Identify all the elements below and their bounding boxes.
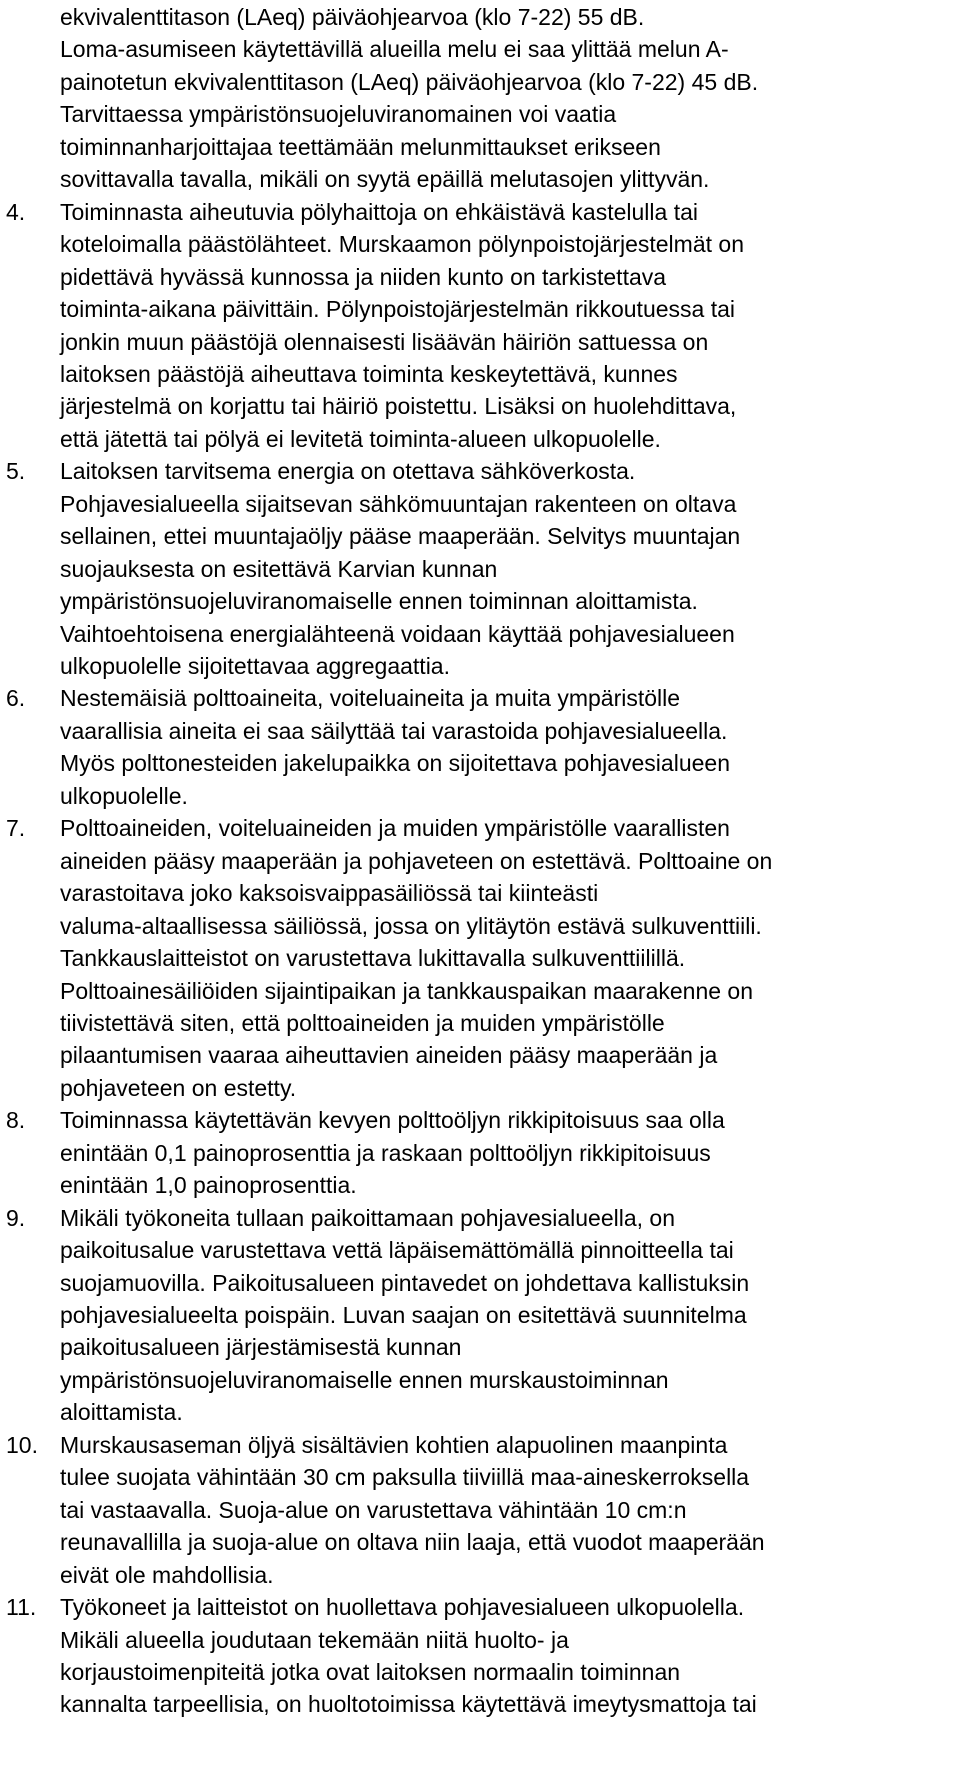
list-item-number: 10.	[6, 1431, 38, 1458]
text-line: varastoitava joko kaksoisvaippasäiliössä tai kiinteästi	[60, 880, 599, 907]
text-line: suojamuovilla. Paikoitusalueen pintavedet on johdettava kallistuksin	[60, 1269, 750, 1296]
text-line: sellainen, ettei muuntajaöljy pääse maaperään. Selvitys muuntajan	[60, 523, 741, 550]
text-line: Mikäli alueella joudutaan tekemään niitä huolto- ja	[60, 1626, 569, 1653]
text-line: Nestemäisiä polttoaineita, voiteluaineita ja muita ympäristölle	[60, 685, 681, 712]
text-line: Myös polttonesteiden jakelupaikka on sijoitettava pohjavesialueen	[60, 750, 730, 777]
text-line: jonkin muun päästöjä olennaisesti lisäävän häiriön sattuessa on	[60, 328, 709, 355]
text-line: paikoitusalue varustettava vettä läpäisemättömällä pinnoitteella tai	[60, 1237, 734, 1264]
text-line: enintään 1,0 painoprosenttia.	[60, 1172, 357, 1199]
text-line: että jätettä tai pölyä ei levitetä toiminta-alueen ulkopuolelle.	[60, 425, 661, 452]
text-line: painotetun ekvivalenttitason (LAeq) päiväohjearvoa (klo 7-22) 45 dB.	[60, 68, 759, 95]
text-line: korjaustoimenpiteitä jotka ovat laitoksen normaalin toiminnan	[60, 1658, 681, 1685]
text-line: pohjaveteen on estetty.	[60, 1074, 297, 1101]
text-line: Polttoaineiden, voiteluaineiden ja muiden ympäristölle vaarallisten	[60, 815, 730, 842]
text-line: sovittavalla tavalla, mikäli on syytä epäillä melutasojen ylittyvän.	[60, 166, 710, 193]
list-item-number: 4.	[6, 198, 26, 225]
text-line: Toiminnasta aiheutuvia pölyhaittoja on ehkäistävä kastelulla tai	[60, 198, 699, 225]
text-line: Polttoainesäiliöiden sijaintipaikan ja tankkauspaikan maarakenne on	[60, 977, 754, 1004]
text-line: tiivistettävä siten, että polttoaineiden ja muiden ympäristölle	[60, 1009, 665, 1036]
text-line: ekvivalenttitason (LAeq) päiväohjearvoa (klo 7-22) 55 dB.	[60, 4, 645, 30]
text-line: Mikäli työkoneita tullaan paikoittamaan pohjavesialueella, on	[60, 1204, 675, 1231]
text-line: eivät ole mahdollisia.	[60, 1561, 274, 1588]
list-item-number: 6.	[6, 685, 26, 712]
text-line: pidettävä hyvässä kunnossa ja niiden kunto on tarkistettava	[60, 263, 667, 290]
text-line: järjestelmä on korjattu tai häiriö poistettu. Lisäksi on huolehdittava,	[60, 393, 737, 420]
list-item-number: 8.	[6, 1107, 26, 1134]
text-line: aloittamista.	[60, 1399, 183, 1426]
text-line: koteloimalla päästölähteet. Murskaamon pölynpoistojärjestelmät on	[60, 231, 744, 258]
text-line: valuma-altaallisessa säiliössä, jossa on ylitäytön estävä sulkuventtiili.	[60, 912, 762, 939]
text-line: ympäristönsuojeluviranomaiselle ennen toiminnan aloittamista.	[60, 588, 698, 615]
text-line: Pohjavesialueella sijaitsevan sähkömuuntajan rakenteen on oltava	[60, 490, 737, 517]
text-line: Tankkauslaitteistot on varustettava lukittavalla sulkuventtiilillä.	[60, 945, 686, 972]
text-line: vaarallisia aineita ei saa säilyttää tai varastoida pohjavesialueella.	[60, 717, 728, 744]
list-item-number: 7.	[6, 815, 26, 842]
text-line: Tarvittaessa ympäristönsuojeluviranomainen voi vaatia	[60, 101, 617, 128]
text-line: reunavallilla ja suoja-alue on oltava niin laaja, että vuodot maaperään	[60, 1529, 765, 1556]
text-line: toiminta-aikana päivittäin. Pölynpoistojärjestelmän rikkoutuessa tai	[60, 296, 736, 323]
text-line: pilaantumisen vaaraa aiheuttavien aineiden pääsy maaperään ja	[60, 1042, 718, 1069]
text-line: kannalta tarpeellisia, on huoltotoimissa käytettävä imeytysmattoja tai	[60, 1691, 757, 1718]
text-line: Murskausaseman öljyä sisältävien kohtien alapuolinen maanpinta	[60, 1431, 728, 1458]
text-line: pohjavesialueelta poispäin. Luvan saajan on esitettävä suunnitelma	[60, 1302, 747, 1328]
list-item-number: 5.	[6, 458, 26, 485]
text-line: Laitoksen tarvitsema energia on otettava sähköverkosta.	[60, 458, 636, 485]
text-line: suojauksesta on esitettävä Karvian kunnan	[60, 555, 498, 582]
list-item-number: 9.	[6, 1204, 26, 1231]
text-line: ympäristönsuojeluviranomaiselle ennen murskaustoiminnan	[60, 1366, 669, 1393]
text-line: Työkoneet ja laitteistot on huollettava pohjavesialueen ulkopuolella.	[60, 1594, 745, 1621]
list-item-number: 11.	[6, 1594, 37, 1621]
text-line: ulkopuolelle.	[60, 782, 188, 809]
text-line: tulee suojata vähintään 30 cm paksulla tiiviillä maa-aineskerroksella	[60, 1464, 750, 1491]
text-line: tai vastaavalla. Suoja-alue on varustettava vähintään 10 cm:n	[60, 1496, 687, 1523]
text-line: laitoksen päästöjä aiheuttava toiminta keskeytettävä, kunnes	[60, 360, 678, 387]
text-line: Toiminnassa käytettävän kevyen polttoöljyn rikkipitoisuus saa olla	[60, 1107, 725, 1134]
text-line: Loma-asumiseen käytettävillä alueilla melu ei saa ylittää melun A-	[60, 36, 729, 63]
text-line: aineiden pääsy maaperään ja pohjaveteen on estettävä. Polttoaine on	[60, 847, 773, 874]
text-line: ulkopuolelle sijoitettavaa aggregaattia.	[60, 653, 450, 679]
text-line: enintään 0,1 painoprosenttia ja raskaan polttoöljyn rikkipitoisuus	[60, 1139, 711, 1166]
text-line: Vaihtoehtoisena energialähteenä voidaan käyttää pohjavesialueen	[60, 620, 735, 647]
text-line: toiminnanharjoittajaa teettämään melunmittaukset erikseen	[60, 133, 661, 160]
text-line: paikoitusalueen järjestämisestä kunnan	[60, 1334, 462, 1361]
